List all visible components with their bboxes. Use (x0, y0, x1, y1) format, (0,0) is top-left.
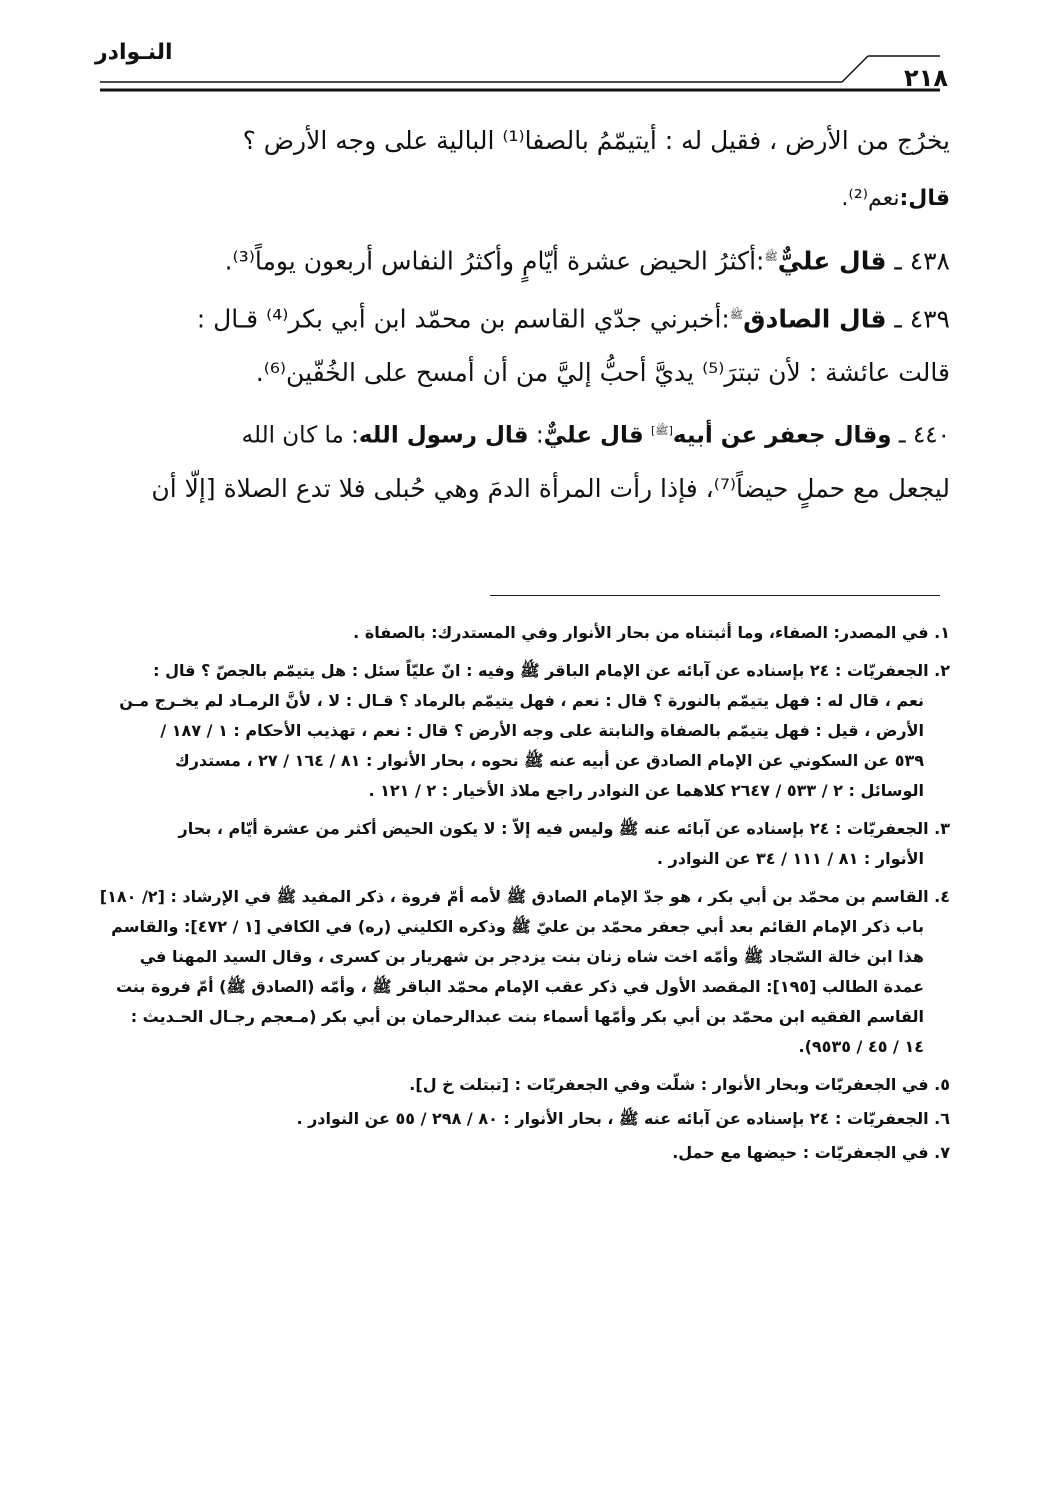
speaker-label: قال رسول الله (358, 422, 529, 449)
speaker-label: قال عليٌّ (543, 422, 644, 449)
speaker-label: قال الصادق (743, 304, 887, 334)
footnote-line: الأرض ، قيل : فهل يتيمّم بالصفاة والنابتة على وجه الأرض ؟ قال : نعم ، تهذيب الأحكام : ١ / ١٨٧ / (160, 721, 924, 740)
separator: : (528, 422, 544, 449)
line-text: ليجعل مع حملٍ حيضاً⁽⁷⁾، فإذا رأت المرأة الدمَ وهي حُبلى فلا تدع الصلاة [إلّا أن (151, 474, 950, 503)
line-text: : ما كان الله (241, 422, 359, 449)
footnote-line (100, 618, 950, 648)
footnote-line (100, 814, 950, 844)
footnote-line: الوسائل : ٢ / ٥٣٣ / ٢٦٤٧ كلاهما عن النوادر راجع ملاذ الأخيار : ٢ / ١٢١ . (368, 781, 924, 800)
line-text: قالت عائشة : لأن تبترَ⁽⁵⁾ يديَّ أحبُّ إليَّ من أن أمسح على الخُفّين⁽⁶⁾. (255, 358, 950, 387)
text-line (100, 344, 950, 402)
honorific-glyph-icon: ﷺ (729, 308, 744, 321)
footnote-number: ٥. (934, 1075, 950, 1094)
hadith-440 (100, 402, 950, 460)
footnote-7 (100, 1138, 950, 1168)
footnote-line: هذا ابن خالة السّجاد ﷺ وأمّه اخت شاه زنان بنت يزدجر بن شهريار بن كسرى ، وقال السيد المهنا في (139, 947, 924, 966)
hadith-439 (100, 286, 950, 344)
honorific-glyph-icon: [ﷺ] (651, 424, 673, 437)
footnote-1 (100, 618, 950, 648)
footnote-text: الجعفريّات : ٢٤ بإسناده عن آبائه عنه ﷺ وليس فيه إلاّ : لا يكون الحيض أكثر من عشرة أيّام ، بحار (178, 819, 929, 838)
footnote-number: ٦. (934, 1109, 950, 1128)
hadith-438 (100, 228, 950, 286)
footnote-line: ١٤ / ٤٥ / ٩٥٣٥). (798, 1037, 924, 1056)
line-text: نعم⁽²⁾. (841, 186, 900, 211)
text-line (100, 112, 950, 170)
footnote-text: الجعفريّات : ٢٤ بإسناده عن آبائه عنه ﷺ ، بحار الأنوار : ٨٠ / ٢٩٨ / ٥٥ عن النوادر . (296, 1109, 929, 1128)
line-text: يخرُج من الأرض ، فقيل له : أيتيمّمُ بالصفا⁽¹⁾ البالية على وجه الأرض ؟ (242, 126, 950, 155)
footnote-line (100, 656, 950, 686)
footnote-4 (100, 882, 950, 1062)
footnote-6 (100, 1104, 950, 1134)
footnote-text: في الجعفريّات وبحار الأنوار : شلّت وفي الجعفريّات : [تبتلت خ ل]. (409, 1075, 929, 1094)
main-text (100, 112, 950, 518)
footnote-line: نعم ، قال له : فهل يتيمّم بالنورة ؟ قال : نعم ، فهل يتيمّم بالرماد ؟ قـال : لا ، لأنَّ الرمـاد لم يخـرج مـن (119, 691, 924, 710)
footnote-line (100, 1138, 950, 1168)
footnote-text: الجعفريّات : ٢٤ بإسناده عن آبائه عن الإمام الباقر ﷺ وفيه : انّ عليّاً سئل : هل يتيمّم بالجصّ ؟ قال : (153, 661, 929, 680)
footnote-text: في الجعفريّات : حيضها مع حمل. (672, 1143, 929, 1162)
footnote-line: القاسم الفقيه ابن محمّد بن أبي بكر وأمّها أسماء بنت عبدالرحمان بن أبي بكر (مـعجم رجـال الحـديث : (130, 1007, 924, 1026)
footnote-text: القاسم بن محمّد بن أبي بكر ، هو جدّ الإمام الصادق ﷺ لأمه أمّ فروة ، ذكر المفيد ﷺ في الإرشاد : [٢/ ١٨٠] (100, 887, 929, 906)
footnote-separator (490, 595, 940, 596)
hadith-number: ٤٣٩ ـ (894, 304, 950, 334)
footnote-text: في المصدر: الصفاء، وما أثبتناه من بحار الأنوار وفي المستدرك: بالصفاة . (353, 623, 929, 642)
footnote-line: عمدة الطالب [١٩٥]: المقصد الأول في ذكر عقب الإمام محمّد الباقر ﷺ ، وأمّه (الصادق ﷺ) أمّ فروة بنت (115, 977, 924, 996)
footnote-number: ٢. (934, 661, 950, 680)
line-text: :أخبرني جدّي القاسم بن محمّد ابن أبي بكر⁽⁴⁾ قـال : (196, 304, 730, 334)
speaker-label: قال: (899, 186, 950, 211)
footnote-number: ٤. (934, 887, 950, 906)
hadith-number: ٤٤٠ ـ (898, 422, 950, 449)
footnote-line: الأنوار : ٨١ / ١١١ / ٣٤ عن النوادر . (656, 849, 924, 868)
page-number: ٢١٨ (904, 64, 948, 92)
footnote-line: ٥٣٩ عن السكوني عن الإمام الصادق عن أبيه عنه ﷺ نحوه ، بحار الأنوار : ٨١ / ١٦٤ / ٢٧ ، مستدرك (175, 751, 924, 770)
text-line (100, 170, 950, 228)
footnote-line: باب ذكر الإمام القائم بعد أبي جعفر محمّد بن عليّ ﷺ وذكره الكليني (ره) في الكافي [١ / ٤٧٢]: والقاسم (111, 917, 924, 936)
footnote-2 (100, 656, 950, 806)
running-title: النـوادر (95, 40, 173, 65)
footnote-number: ٧. (934, 1143, 950, 1162)
footnote-3 (100, 814, 950, 874)
line-text: :أكثرُ الحيض عشرة أيّامٍ وأكثرُ النفاس أربعون يوماً⁽³⁾. (224, 246, 765, 276)
footnote-number: ١. (934, 623, 950, 642)
footnote-line (100, 1104, 950, 1134)
footnotes (100, 618, 950, 1176)
speaker-label: وقال جعفر عن أبيه (672, 422, 892, 449)
footnote-line (100, 1070, 950, 1100)
text-line (100, 460, 950, 518)
footnote-5 (100, 1070, 950, 1100)
honorific-glyph-icon: ﷺ (764, 250, 778, 263)
footnote-line (100, 882, 950, 912)
speaker-label: قال عليٌّ (777, 246, 887, 276)
footnote-number: ٣. (934, 819, 950, 838)
hadith-number: ٤٣٨ ـ (894, 246, 950, 276)
